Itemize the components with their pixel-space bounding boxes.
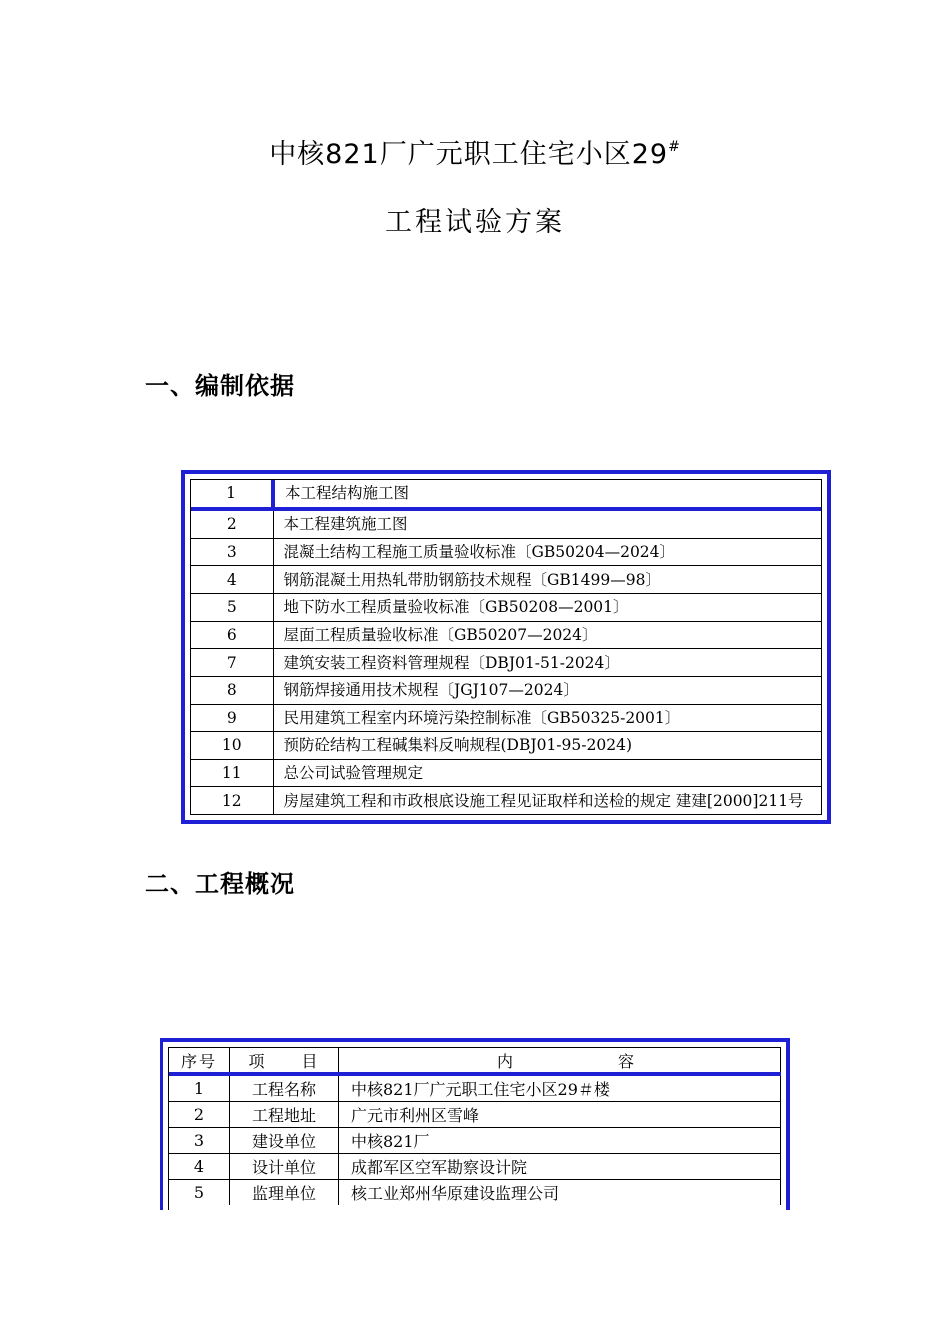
row-number: 12	[191, 787, 273, 814]
basis-table-row	[191, 759, 821, 787]
basis-table-inner	[190, 479, 822, 815]
overview-table-row	[169, 1154, 781, 1180]
header-seq: 序号	[169, 1048, 230, 1074]
row-text: 预防砼结构工程碱集料反响规程(DBJ01-95-2024)	[273, 732, 821, 760]
row-text: 屋面工程质量验收标准〔GB50207—2024〕	[273, 621, 821, 649]
document-title-line2: 工程试验方案	[385, 207, 565, 238]
basis-table-row	[191, 787, 821, 814]
row-content: 成都军区空军勘察设计院	[339, 1154, 781, 1180]
row-number: 7	[191, 649, 273, 677]
document-title-line1	[0, 132, 950, 171]
row-content: 广元市利州区雪峰	[339, 1102, 781, 1128]
basis-table-row	[191, 704, 821, 732]
row-number: 5	[191, 594, 273, 622]
row-text: 本工程结构施工图	[273, 480, 821, 509]
row-text: 房屋建筑工程和市政根底设施工程见证取样和送检的规定 建建[2000]211号	[273, 787, 821, 814]
row-content: 中核821厂广元职工住宅小区29＃楼	[339, 1074, 781, 1102]
title-text: 中核821厂广元职工住宅小区29	[269, 139, 669, 170]
overview-table-row	[169, 1074, 781, 1102]
basis-table-row	[191, 480, 821, 509]
overview-table-row	[169, 1180, 781, 1206]
row-number: 2	[191, 509, 273, 538]
row-text: 钢筋混凝土用热轧带肋钢筋技术规程〔GB1499—98〕	[273, 566, 821, 594]
basis-table	[191, 480, 821, 814]
row-number: 2	[169, 1102, 230, 1128]
section-heading-basis: 一、编制依据	[145, 372, 295, 400]
row-number: 11	[191, 759, 273, 787]
row-text: 本工程建筑施工图	[273, 509, 821, 538]
row-number: 3	[191, 538, 273, 566]
row-item: 工程名称	[230, 1074, 339, 1102]
overview-table-frame	[160, 1038, 790, 1210]
basis-table-frame	[181, 470, 831, 824]
row-item: 监理单位	[230, 1180, 339, 1206]
basis-table-row	[191, 676, 821, 704]
basis-table-row	[191, 566, 821, 594]
row-number: 1	[191, 480, 273, 509]
row-number: 1	[169, 1074, 230, 1102]
section-heading-overview: 二、工程概况	[145, 870, 295, 898]
overview-table-row	[169, 1102, 781, 1128]
basis-table-row	[191, 509, 821, 538]
row-text: 混凝土结构工程施工质量验收标准〔GB50204—2024〕	[273, 538, 821, 566]
header-item: 项 目	[230, 1048, 339, 1074]
row-number: 3	[169, 1128, 230, 1154]
row-content: 中核821厂	[339, 1128, 781, 1154]
overview-table-inner	[168, 1047, 781, 1210]
row-number: 4	[191, 566, 273, 594]
row-item: 设计单位	[230, 1154, 339, 1180]
row-number: 5	[169, 1180, 230, 1206]
row-number: 4	[169, 1154, 230, 1180]
row-content: 核工业郑州华原建设监理公司	[339, 1180, 781, 1206]
row-text: 民用建筑工程室内环境污染控制标准〔GB50325-2001〕	[273, 704, 821, 732]
row-number: 10	[191, 732, 273, 760]
title-superscript: #	[668, 139, 681, 155]
basis-table-row	[191, 538, 821, 566]
basis-table-row	[191, 732, 821, 760]
overview-table	[169, 1048, 781, 1205]
row-item: 建设单位	[230, 1128, 339, 1154]
row-text: 钢筋焊接通用技术规程〔JGJ107—2024〕	[273, 676, 821, 704]
row-item: 工程地址	[230, 1102, 339, 1128]
row-number: 6	[191, 621, 273, 649]
basis-table-row	[191, 649, 821, 677]
header-content: 内 容	[339, 1048, 781, 1074]
basis-table-row	[191, 594, 821, 622]
row-number: 8	[191, 676, 273, 704]
overview-table-row	[169, 1128, 781, 1154]
row-number: 9	[191, 704, 273, 732]
basis-table-row	[191, 621, 821, 649]
row-text: 总公司试验管理规定	[273, 759, 821, 787]
row-text: 建筑安装工程资料管理规程〔DBJ01-51-2024〕	[273, 649, 821, 677]
overview-table-header	[169, 1048, 781, 1074]
row-text: 地下防水工程质量验收标准〔GB50208—2001〕	[273, 594, 821, 622]
